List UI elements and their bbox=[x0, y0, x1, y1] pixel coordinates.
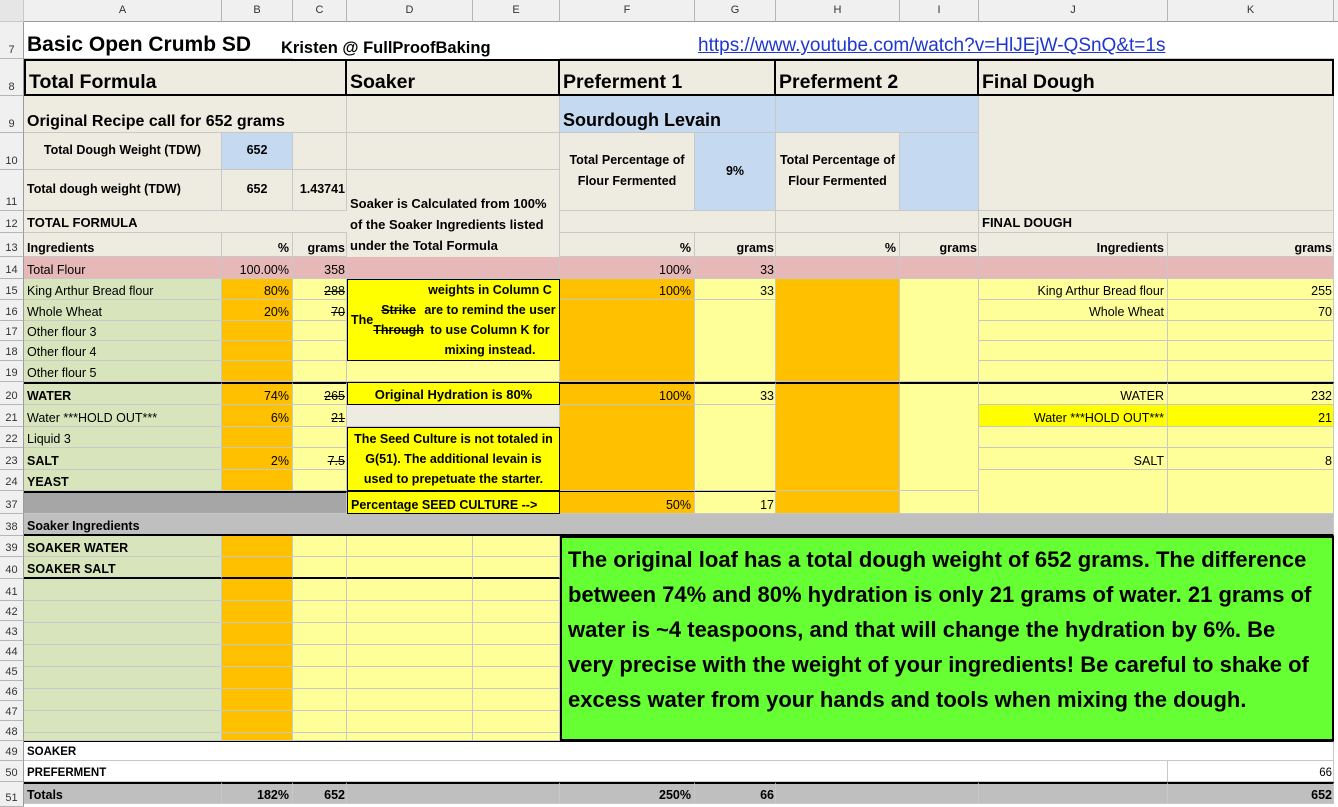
section-soaker[interactable]: Soaker bbox=[347, 59, 560, 96]
cell-empty[interactable] bbox=[347, 257, 560, 279]
row-header[interactable]: 50 bbox=[0, 761, 24, 782]
cell-p1-grams-block[interactable] bbox=[695, 300, 776, 382]
cell-fd-label[interactable]: SALT bbox=[979, 448, 1168, 470]
cell-empty[interactable] bbox=[347, 782, 560, 804]
cell-tdw-label-2[interactable]: Total dough weight (TDW) bbox=[24, 170, 222, 211]
column-header-i[interactable]: I bbox=[900, 0, 979, 22]
cell-fd-grams[interactable]: 8 bbox=[1168, 448, 1334, 470]
hydration-note[interactable]: Original Hydration is 80% bbox=[347, 382, 560, 405]
cell-empty[interactable] bbox=[979, 361, 1168, 382]
cell-ingredient-label[interactable]: Other flour 4 bbox=[24, 341, 222, 361]
hydration-explanation-note[interactable]: The original loaf has a total dough weight of 652 grams. The difference between 74% and 80% hydration is only 21 grams of water. 21 grams of water is ~4 teaspoons, and that will change the hydration by 6%. Be very precise with the weight of your ingredients! Be careful to shake of excess water from your hands and tools when mixing the dough. bbox=[560, 536, 1334, 741]
cell-grams-header[interactable]: grams bbox=[293, 233, 347, 257]
cell-totals-pct[interactable]: 182% bbox=[222, 782, 293, 804]
column-header-c[interactable]: C bbox=[293, 0, 347, 22]
cell-ingredient-pct[interactable]: 2% bbox=[222, 448, 293, 470]
cell-empty[interactable] bbox=[979, 257, 1168, 279]
cell-empty[interactable] bbox=[900, 491, 979, 514]
cell-fd-ingredients-header[interactable]: Ingredients bbox=[979, 233, 1168, 257]
cell-p1-grams-block[interactable] bbox=[695, 405, 776, 491]
cell-empty[interactable] bbox=[293, 133, 347, 170]
row-header[interactable]: 7 bbox=[0, 22, 24, 59]
section-final-dough[interactable]: Final Dough bbox=[979, 59, 1334, 96]
cell-soaker-d[interactable] bbox=[347, 536, 473, 579]
cell-soaker-extra-pct[interactable] bbox=[222, 579, 293, 741]
cell-preferment-total[interactable]: PREFERMENT bbox=[24, 761, 1168, 782]
row-header[interactable]: 14 bbox=[0, 257, 24, 279]
cell-fd-grams[interactable]: 255 bbox=[1168, 279, 1334, 300]
cell-soaker-grams[interactable] bbox=[293, 557, 347, 579]
cell-ingredient-label[interactable]: YEAST bbox=[24, 470, 222, 491]
cell-fd-label[interactable]: WATER bbox=[979, 382, 1168, 405]
cell-ingredient-pct[interactable] bbox=[222, 470, 293, 491]
cell-ingredient-grams[interactable] bbox=[293, 427, 347, 448]
cell-empty[interactable] bbox=[776, 96, 979, 133]
pct-fermented-input[interactable]: 9% bbox=[695, 133, 776, 211]
cell-ingredient-grams[interactable]: 265 bbox=[293, 382, 347, 405]
column-header-b[interactable]: B bbox=[222, 0, 293, 22]
cell-p1-pct-block[interactable] bbox=[560, 300, 695, 382]
row-header[interactable]: 18 bbox=[0, 341, 24, 361]
column-header-d[interactable]: D bbox=[347, 0, 473, 22]
seed-culture-note[interactable]: The Seed Culture is not totaled in G(51). The additional levain is used to prepetuate the starter. bbox=[347, 427, 560, 491]
column-header-h[interactable]: H bbox=[776, 0, 900, 22]
cell-empty[interactable] bbox=[1168, 257, 1334, 279]
cell-totals-label[interactable]: Totals bbox=[24, 782, 222, 804]
cell-soaker-extra-labels[interactable] bbox=[24, 579, 222, 741]
column-header-g[interactable]: G bbox=[695, 0, 776, 22]
cell-ingredient-grams[interactable] bbox=[293, 470, 347, 491]
cell-empty[interactable] bbox=[776, 257, 900, 279]
cell-empty[interactable] bbox=[24, 491, 347, 514]
cell-ingredient-pct[interactable]: 74% bbox=[222, 382, 293, 405]
cell-total-flour[interactable]: Total Flour bbox=[24, 257, 222, 279]
cell-sourdough-levain[interactable]: Sourdough Levain bbox=[560, 96, 776, 133]
row-header[interactable]: 15 bbox=[0, 279, 24, 300]
cell-pct-header[interactable]: % bbox=[222, 233, 293, 257]
cell-final-dough[interactable]: FINAL DOUGH bbox=[979, 211, 1334, 233]
cell-p1-pct-block[interactable] bbox=[560, 405, 695, 491]
cell-ingredient-grams[interactable]: 70 bbox=[293, 300, 347, 321]
row-header[interactable]: 42 bbox=[0, 601, 24, 621]
cell-ingredient-pct[interactable]: 80% bbox=[222, 279, 293, 300]
cell-factor[interactable]: 1.43741 bbox=[293, 170, 347, 211]
row-header[interactable]: 38 bbox=[0, 514, 24, 536]
cell-fd-grams[interactable]: 232 bbox=[1168, 382, 1334, 405]
row-header[interactable]: 37 bbox=[0, 491, 24, 514]
cell-ingredients-header[interactable]: Ingredients bbox=[24, 233, 222, 257]
cell-empty[interactable] bbox=[979, 470, 1168, 514]
column-header-a[interactable]: A bbox=[24, 0, 222, 22]
row-header[interactable]: 20 bbox=[0, 382, 24, 405]
cell-p1-pct[interactable]: 100% bbox=[560, 279, 695, 300]
row-header[interactable]: 43 bbox=[0, 621, 24, 641]
cell-empty[interactable] bbox=[1168, 427, 1334, 448]
strike-through-note[interactable] bbox=[347, 279, 560, 361]
cell-ingredient-grams[interactable]: 21 bbox=[293, 405, 347, 427]
cell-totals-k[interactable]: 652 bbox=[1168, 782, 1334, 804]
row-header[interactable]: 21 bbox=[0, 405, 24, 427]
cell-p1-total-flour-grams[interactable]: 33 bbox=[695, 257, 776, 279]
cell-final-dough-blank[interactable] bbox=[979, 96, 1334, 211]
cell-fd-label[interactable]: King Arthur Bread flour bbox=[979, 279, 1168, 300]
cell-empty[interactable] bbox=[1168, 470, 1334, 514]
cell-seed-culture-grams[interactable]: 17 bbox=[695, 491, 776, 514]
row-header[interactable]: 44 bbox=[0, 641, 24, 661]
cell-fd-grams-header[interactable]: grams bbox=[1168, 233, 1334, 257]
cell-empty[interactable] bbox=[347, 96, 560, 133]
row-header[interactable]: 8 bbox=[0, 59, 24, 96]
cell-soaker-label[interactable]: SOAKER SALT bbox=[24, 557, 222, 579]
cell-ingredient-grams[interactable] bbox=[293, 341, 347, 361]
cell-ingredient-pct[interactable] bbox=[222, 321, 293, 341]
pct-fermented-input-2[interactable] bbox=[900, 133, 979, 211]
cell-fd-label[interactable]: Whole Wheat bbox=[979, 300, 1168, 321]
cell-pct-fermented-label-2[interactable]: Total Percentage of Flour Fermented bbox=[776, 133, 900, 211]
cell-empty[interactable] bbox=[900, 257, 979, 279]
cell-empty[interactable] bbox=[347, 405, 560, 427]
cell-ingredient-label[interactable]: Other flour 5 bbox=[24, 361, 222, 382]
cell-ingredient-label[interactable]: WATER bbox=[24, 382, 222, 405]
cell-p1-total-flour-pct[interactable]: 100% bbox=[560, 257, 695, 279]
section-preferment-2[interactable]: Preferment 2 bbox=[776, 59, 979, 96]
cell-total-flour-grams[interactable]: 358 bbox=[293, 257, 347, 279]
row-header[interactable]: 49 bbox=[0, 741, 24, 761]
column-header-f[interactable]: F bbox=[560, 0, 695, 22]
cell-empty[interactable] bbox=[347, 133, 560, 170]
row-header[interactable]: 41 bbox=[0, 579, 24, 601]
row-header[interactable]: 12 bbox=[0, 211, 24, 233]
row-header[interactable]: 39 bbox=[0, 536, 24, 557]
note-text-post: weights in Column C are to remind the user to use Column K for mixing instead. bbox=[424, 282, 556, 357]
cell-ingredient-label[interactable]: Whole Wheat bbox=[24, 300, 222, 321]
cell-totals-p1-pct[interactable]: 250% bbox=[560, 782, 695, 804]
row-header[interactable]: 16 bbox=[0, 300, 24, 321]
row-header[interactable]: 47 bbox=[0, 701, 24, 721]
row-header[interactable]: 24 bbox=[0, 470, 24, 491]
cell-soaker-label[interactable]: SOAKER WATER bbox=[24, 536, 222, 557]
cell-p2-grams-header[interactable]: grams bbox=[900, 233, 979, 257]
cell-ingredient-label[interactable]: King Arthur Bread flour bbox=[24, 279, 222, 300]
select-all-corner[interactable] bbox=[0, 0, 24, 22]
row-header[interactable]: 9 bbox=[0, 96, 24, 133]
cell-empty[interactable] bbox=[776, 211, 979, 233]
cell-ingredient-grams[interactable]: 288 bbox=[293, 279, 347, 300]
cell-p2-grams-block[interactable] bbox=[900, 382, 979, 491]
cell-soaker-ingredients[interactable]: Soaker Ingredients bbox=[24, 514, 1334, 536]
row-header[interactable]: 11 bbox=[0, 170, 24, 211]
column-header-e[interactable]: E bbox=[473, 0, 560, 22]
section-preferment-1[interactable]: Preferment 1 bbox=[560, 59, 776, 96]
cell-empty[interactable] bbox=[979, 341, 1168, 361]
cell-title[interactable]: Basic Open Crumb SD bbox=[24, 22, 293, 59]
cell-soaker-total[interactable]: SOAKER bbox=[24, 741, 1334, 761]
cell-empty[interactable] bbox=[560, 211, 776, 233]
cell-p1-grams-header[interactable]: grams bbox=[695, 233, 776, 257]
cell-fd-label[interactable]: Water ***HOLD OUT*** bbox=[979, 405, 1168, 427]
cell-empty[interactable] bbox=[1168, 341, 1334, 361]
cell-empty[interactable] bbox=[979, 321, 1168, 341]
note-text-pre: The bbox=[351, 312, 374, 327]
cell-seed-culture-label[interactable]: Percentage SEED CULTURE --> bbox=[347, 491, 560, 514]
cell-empty[interactable] bbox=[347, 361, 560, 382]
column-header-j[interactable]: J bbox=[979, 0, 1168, 22]
cell-soaker-pct[interactable] bbox=[222, 557, 293, 579]
cell-soaker-e-block[interactable] bbox=[473, 579, 560, 741]
row-header[interactable]: 22 bbox=[0, 427, 24, 448]
cell-p2-grams-block[interactable] bbox=[900, 279, 979, 382]
cell-total-formula[interactable]: TOTAL FORMULA bbox=[24, 211, 347, 233]
cell-p1-water-pct[interactable]: 100% bbox=[560, 382, 695, 405]
cell-soaker-pct[interactable] bbox=[222, 536, 293, 557]
row-header[interactable]: 45 bbox=[0, 661, 24, 681]
row-header[interactable]: 40 bbox=[0, 557, 24, 579]
cell-author[interactable]: Kristen @ FullProofBaking bbox=[281, 39, 491, 58]
cell-p1-water-grams[interactable]: 33 bbox=[695, 382, 776, 405]
cell-tdw-label[interactable]: Total Dough Weight (TDW) bbox=[24, 133, 222, 170]
cell-empty[interactable] bbox=[776, 491, 900, 514]
cell-empty[interactable] bbox=[1168, 321, 1334, 341]
cell-soaker-note[interactable]: Soaker is Calculated from 100% of the Soaker Ingredients listed under the Total Formula bbox=[347, 170, 560, 257]
row-header[interactable]: 19 bbox=[0, 361, 24, 382]
cell-totals-grams[interactable]: 652 bbox=[293, 782, 347, 804]
cell-empty[interactable] bbox=[979, 427, 1168, 448]
cell-fd-grams[interactable]: 21 bbox=[1168, 405, 1334, 427]
cell-p1-pct-header[interactable]: % bbox=[560, 233, 695, 257]
cell-soaker-extra-grams[interactable] bbox=[293, 579, 347, 741]
cell-fd-grams[interactable]: 70 bbox=[1168, 300, 1334, 321]
row-header[interactable]: 23 bbox=[0, 448, 24, 470]
column-header-k[interactable]: K bbox=[1168, 0, 1334, 22]
cell-ingredient-pct[interactable] bbox=[222, 341, 293, 361]
cell-ingredient-label[interactable]: Water ***HOLD OUT*** bbox=[24, 405, 222, 427]
cell-ingredient-label[interactable]: Other flour 3 bbox=[24, 321, 222, 341]
row-header[interactable]: 13 bbox=[0, 233, 24, 257]
section-total-formula[interactable]: Total Formula bbox=[24, 59, 347, 96]
cell-pct-fermented-label[interactable]: Total Percentage of Flour Fermented bbox=[560, 133, 695, 211]
video-link[interactable]: https://www.youtube.com/watch?v=HlJEjW-QSnQ&t=1s bbox=[695, 22, 1334, 59]
cell-ingredient-grams[interactable] bbox=[293, 361, 347, 382]
cell-p2-pct-block[interactable] bbox=[776, 279, 900, 382]
cell-empty[interactable] bbox=[560, 22, 695, 59]
cell-totals-p1-grams[interactable]: 66 bbox=[695, 782, 776, 804]
cell-preferment-total-value[interactable]: 66 bbox=[1168, 761, 1334, 782]
cell-p2-pct-block[interactable] bbox=[776, 382, 900, 491]
cell-p1-grams[interactable]: 33 bbox=[695, 279, 776, 300]
cell-ingredient-pct[interactable]: 20% bbox=[222, 300, 293, 321]
cell-ingredient-label[interactable]: Liquid 3 bbox=[24, 427, 222, 448]
cell-empty[interactable] bbox=[1168, 361, 1334, 382]
cell-original-recipe[interactable]: Original Recipe call for 652 grams bbox=[24, 96, 347, 133]
cell-ingredient-pct[interactable]: 6% bbox=[222, 405, 293, 427]
cell-seed-culture-pct[interactable]: 50% bbox=[560, 491, 695, 514]
cell-ingredient-label[interactable]: SALT bbox=[24, 448, 222, 470]
cell-p2-pct-header[interactable]: % bbox=[776, 233, 900, 257]
tdw-input[interactable]: 652 bbox=[222, 133, 293, 170]
cell-soaker-e[interactable] bbox=[473, 536, 560, 579]
cell-tdw-value[interactable]: 652 bbox=[222, 170, 293, 211]
cell-empty[interactable] bbox=[979, 782, 1168, 804]
cell-ingredient-pct[interactable] bbox=[222, 427, 293, 448]
cell-empty[interactable] bbox=[776, 782, 979, 804]
column-header-overflow bbox=[1334, 0, 1338, 22]
cell-soaker-grams[interactable] bbox=[293, 536, 347, 557]
cell-ingredient-grams[interactable]: 7.5 bbox=[293, 448, 347, 470]
row-header[interactable]: 51 bbox=[0, 782, 24, 807]
row-header[interactable]: 46 bbox=[0, 681, 24, 701]
row-header[interactable]: 17 bbox=[0, 321, 24, 341]
cell-soaker-d-block[interactable] bbox=[347, 579, 473, 741]
note-text-strike: Strike Through bbox=[373, 302, 424, 337]
row-header[interactable]: 10 bbox=[0, 133, 24, 170]
cell-total-flour-pct[interactable]: 100.00% bbox=[222, 257, 293, 279]
cell-ingredient-pct[interactable] bbox=[222, 361, 293, 382]
cell-ingredient-grams[interactable] bbox=[293, 321, 347, 341]
row-header[interactable]: 48 bbox=[0, 721, 24, 741]
